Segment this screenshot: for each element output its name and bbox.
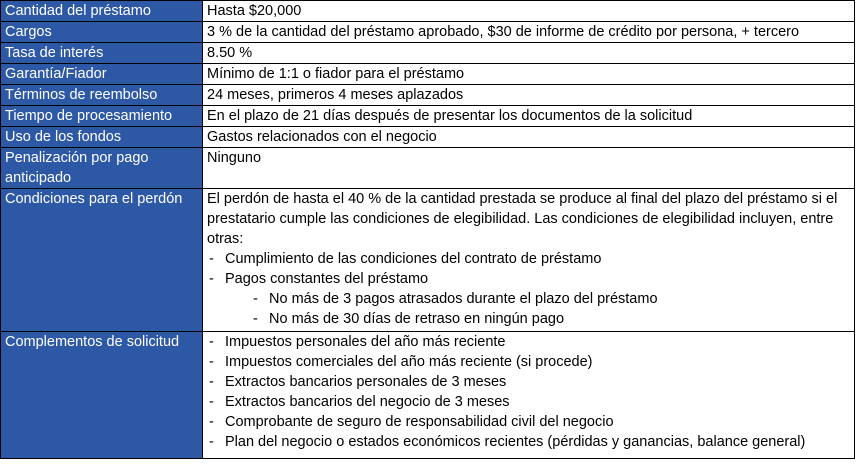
list-item: - Impuestos personales del año más reciente	[207, 332, 850, 352]
table-row	[1, 43, 855, 64]
table-row	[1, 64, 855, 85]
forgiveness-intro: El perdón de hasta el 40 % de la cantidad prestada se produce al final del plazo del préstamo si el prestatario cumple las condiciones de elegibilidad. Las condiciones de elegibilidad incluyen, entre otras:	[207, 191, 838, 247]
row-value: Ninguno	[203, 148, 855, 189]
list-item: - Extractos bancarios del negocio de 3 meses	[207, 392, 850, 412]
row-label: Uso de los fondos	[1, 127, 203, 148]
row-value: 8.50 %	[203, 43, 855, 64]
table-row	[1, 106, 855, 127]
table-row	[1, 127, 855, 148]
row-value: 3 % de la cantidad del préstamo aprobado, $30 de informe de crédito por persona, + tercero	[203, 22, 855, 43]
row-value: Hasta $20,000	[203, 1, 855, 22]
supplements-row	[1, 332, 855, 459]
list-item: - Plan del negocio o estados económicos recientes (pérdidas y ganancias, balance general)	[207, 432, 850, 452]
table-row	[1, 22, 855, 43]
sub-list-item: - No más de 30 días de retraso en ningún pago	[225, 309, 850, 329]
list-item-text: Pagos constantes del préstamo	[225, 271, 429, 287]
list-item: - Impuestos comerciales del año más reciente (si procede)	[207, 352, 850, 372]
list-item: - Comprobante de seguro de responsabilidad civil del negocio	[207, 412, 850, 432]
row-label: Cantidad del préstamo	[1, 1, 203, 22]
forgiveness-list	[207, 249, 850, 329]
forgiveness-sublist	[225, 289, 850, 329]
row-value: En el plazo de 21 días después de presentar los documentos de la solicitud	[203, 106, 855, 127]
list-item: - Extractos bancarios personales de 3 meses	[207, 372, 850, 392]
supplements-list	[207, 332, 850, 452]
row-label: Términos de reembolso	[1, 85, 203, 106]
row-value: 24 meses, primeros 4 meses aplazados	[203, 85, 855, 106]
forgiveness-label: Condiciones para el perdón	[1, 189, 203, 332]
forgiveness-row	[1, 189, 855, 332]
sub-list-item: - No más de 3 pagos atrasados durante el plazo del préstamo	[225, 289, 850, 309]
row-value: Mínimo de 1:1 o fiador para el préstamo	[203, 64, 855, 85]
list-item: - Cumplimiento de las condiciones del contrato de préstamo	[207, 249, 850, 269]
table-row	[1, 1, 855, 22]
row-value: Gastos relacionados con el negocio	[203, 127, 855, 148]
table-row	[1, 85, 855, 106]
row-label: Tasa de interés	[1, 43, 203, 64]
row-label: Penalización por pago anticipado	[1, 148, 203, 189]
supplements-value	[203, 332, 855, 459]
list-item	[207, 269, 850, 329]
table-row	[1, 148, 855, 189]
row-label: Tiempo de procesamiento	[1, 106, 203, 127]
row-label: Garantía/Fiador	[1, 64, 203, 85]
row-label: Cargos	[1, 22, 203, 43]
forgiveness-value	[203, 189, 855, 332]
supplements-label: Complementos de solicitud	[1, 332, 203, 459]
